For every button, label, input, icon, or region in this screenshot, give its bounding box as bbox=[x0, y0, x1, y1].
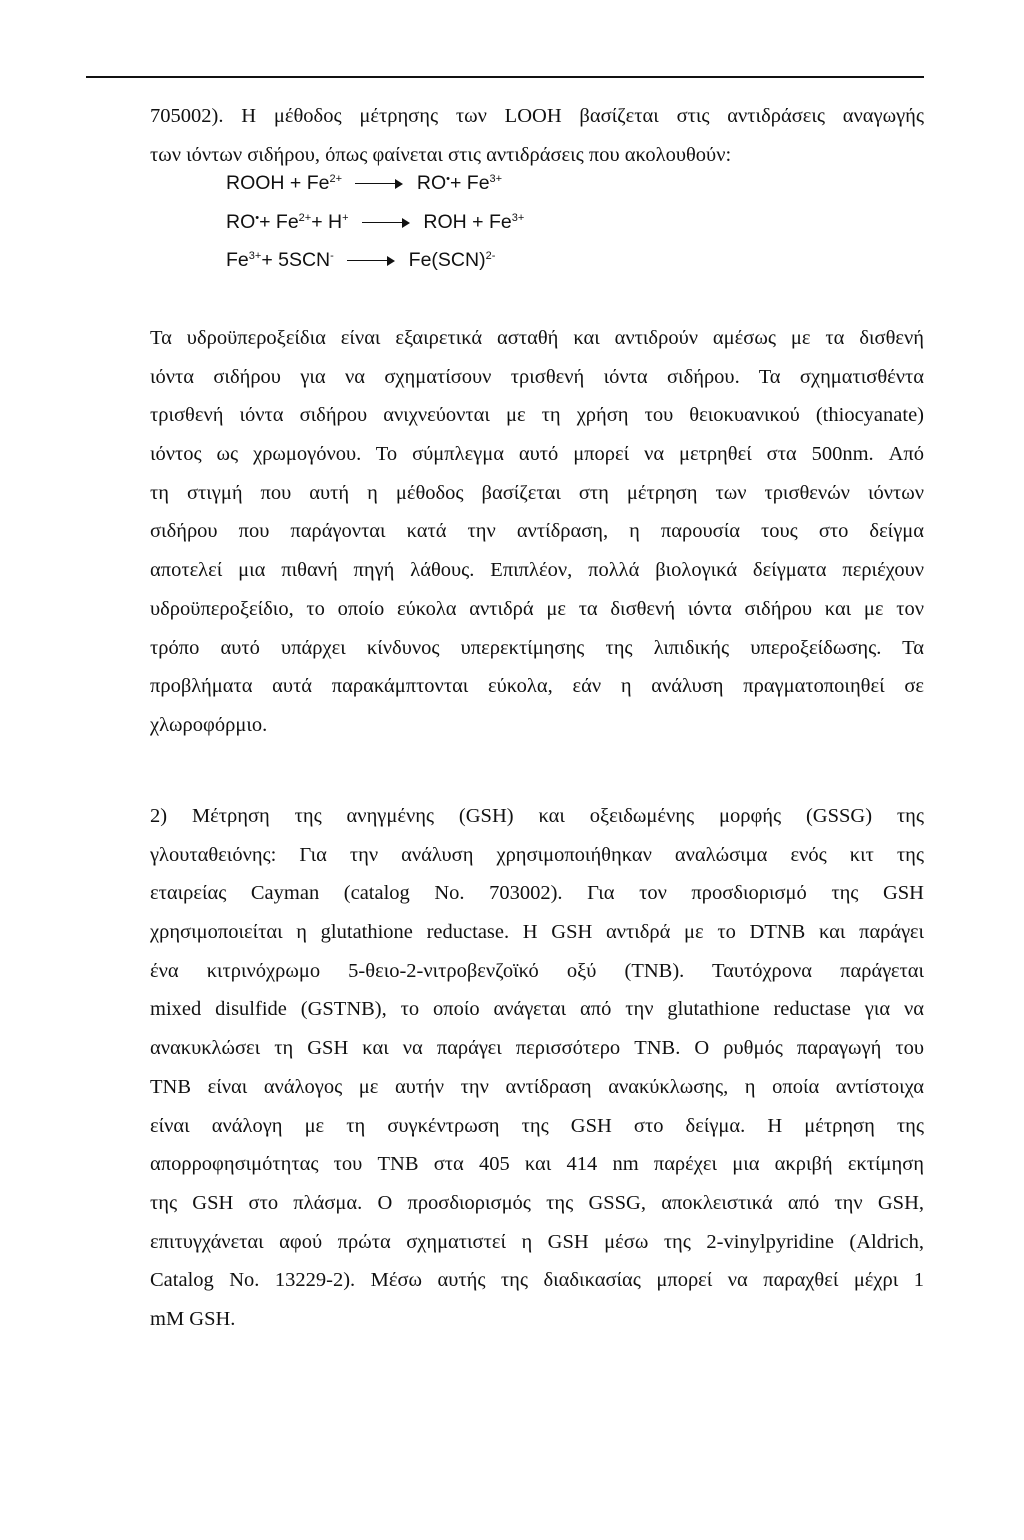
eq1-lhs: ROOH + $Fe^{2+}$ bbox=[226, 172, 343, 194]
eq2-lhs: $RO^•+ Fe^{2+}+ H^+$ bbox=[226, 210, 349, 233]
equation-1 bbox=[150, 164, 850, 203]
top-rule bbox=[86, 76, 924, 78]
eq1-rhs: $RO^•+ Fe^{3+}$ bbox=[416, 172, 503, 194]
text-line: ανακυκλώσει τη GSH και να παράγει περισσότερο TNB. Ο ρυθμός παραγωγή του bbox=[150, 1037, 924, 1060]
equation-2 bbox=[150, 203, 850, 242]
text-line: χρησιμοποιείται η glutathione reductase. Η GSH αντιδρά με το DTNB και παράγει bbox=[150, 921, 924, 944]
text-line: Catalog No. 13229-2). Μέσω αυτής της διαδικασίας μπορεί να παραχθεί μέχρι 1 bbox=[150, 1269, 924, 1292]
text-line: των ιόντων σιδήρου, όπως φαίνεται στις αντιδράσεις που ακολουθούν: bbox=[150, 143, 732, 166]
paragraph-hydroperoxides bbox=[150, 319, 924, 745]
text-line: επιτυγχάνεται αφού πρώτα σχηματιστεί η GSH μέσω της 2-vinylpyridine (Aldrich, bbox=[150, 1230, 924, 1253]
text-line: τρόπο αυτό υπάρχει κίνδυνος υπερεκτίμησης της λιπιδικής υπεροξείδωσης. Τα bbox=[150, 636, 924, 659]
equation-3 bbox=[150, 241, 850, 280]
text-line: mM GSH. bbox=[150, 1307, 236, 1330]
text-line: ένα κιτρινόχρωμο 5-θειο-2-νιτροβενζοϊκό οξύ (TNB). Ταυτόχρονα παράγεται bbox=[150, 959, 924, 982]
text-line: υδροϋπεροξείδιο, το οποίο εύκολα αντιδρά με τα δισθενή ιόντα σιδήρου και με τον bbox=[150, 597, 924, 620]
eq2-rhs: ROH + $Fe^{3+}$ bbox=[423, 210, 525, 233]
text-line: της GSH στο πλάσμα. Ο προσδιορισμός της GSSG, αποκλειστικά από την GSH, bbox=[150, 1191, 924, 1214]
reaction-arrow-icon bbox=[347, 256, 395, 266]
text-line: απορροφησιμότητας του TNB στα 405 και 414 nm παρέχει μια ακριβή εκτίμηση bbox=[150, 1153, 924, 1176]
eq3-rhs: Fe(SCN)$^{2-}$ bbox=[408, 249, 496, 272]
eq3-lhs: $Fe^{3+}+ 5SCN^-$ bbox=[226, 249, 334, 272]
paragraph-gsh-gssg bbox=[150, 797, 924, 1339]
reaction-equations bbox=[150, 164, 850, 280]
text-line: εταιρείας Cayman (catalog No. 703002). Για τον προσδιορισμό της GSH bbox=[150, 882, 924, 905]
text-line: αποτελεί μια πιθανή πηγή λάθους. Επιπλέον, πολλά βιολογικά δείγματα περιέχουν bbox=[150, 559, 924, 582]
text-line: 705002). Η μέθοδος μέτρησης των LOOH βασίζεται στις αντιδράσεις αναγωγής bbox=[150, 105, 924, 127]
text-line: ιόντος ως χρωμογόνου. Το σύμπλεγμα αυτό μπορεί να μετρηθεί στα 500nm. Από bbox=[150, 443, 924, 466]
text-line: τρισθενή ιόντα σιδήρου ανιχνεύονται με τη χρήση του θειοκυανικού (thiocyanate) bbox=[150, 404, 924, 427]
text-line: τη στιγμή που αυτή η μέθοδος βασίζεται στη μέτρηση των τρισθενών ιόντων bbox=[150, 481, 924, 504]
reaction-arrow-icon bbox=[362, 218, 410, 228]
text-line: χλωροφόρμιο. bbox=[150, 713, 268, 736]
text-line: Τα υδροϋπεροξείδια είναι εξαιρετικά ασταθή και αντιδρούν αμέσως με τα δισθενή bbox=[150, 327, 924, 349]
text-line: mixed disulfide (GSTNB), το οποίο ανάγεται από την glutathione reductase για να bbox=[150, 998, 924, 1021]
section-heading-line: 2) Μέτρηση της ανηγμένης (GSH) και οξειδωμένης μορφής (GSSG) της bbox=[150, 805, 924, 827]
reaction-arrow-icon bbox=[355, 179, 403, 189]
text-line: είναι ανάλογη με τη συγκέντρωση της GSH στο δείγμα. Η μέτρηση της bbox=[150, 1114, 924, 1137]
text-line: προβλήματα αυτά παρακάμπτονται εύκολα, εάν η ανάλυση πραγματοποιηθεί σε bbox=[150, 675, 924, 698]
text-line: ιόντα σιδήρου για να σχηματίσουν τρισθενή ιόντα σιδήρου. Τα σχηματισθέντα bbox=[150, 365, 924, 388]
text-line: TNB είναι ανάλογος με αυτήν την αντίδραση ανακύκλωσης, η οποία αντίστοιχα bbox=[150, 1075, 924, 1098]
paragraph-intro bbox=[150, 97, 924, 174]
text-line: γλουταθειόνης: Για την ανάλυση χρησιμοποιήθηκαν αναλώσιμα ενός κιτ της bbox=[150, 843, 924, 866]
text-line: σιδήρου που παράγονται κατά την αντίδραση, η παρουσία τους στο δείγμα bbox=[150, 520, 924, 543]
